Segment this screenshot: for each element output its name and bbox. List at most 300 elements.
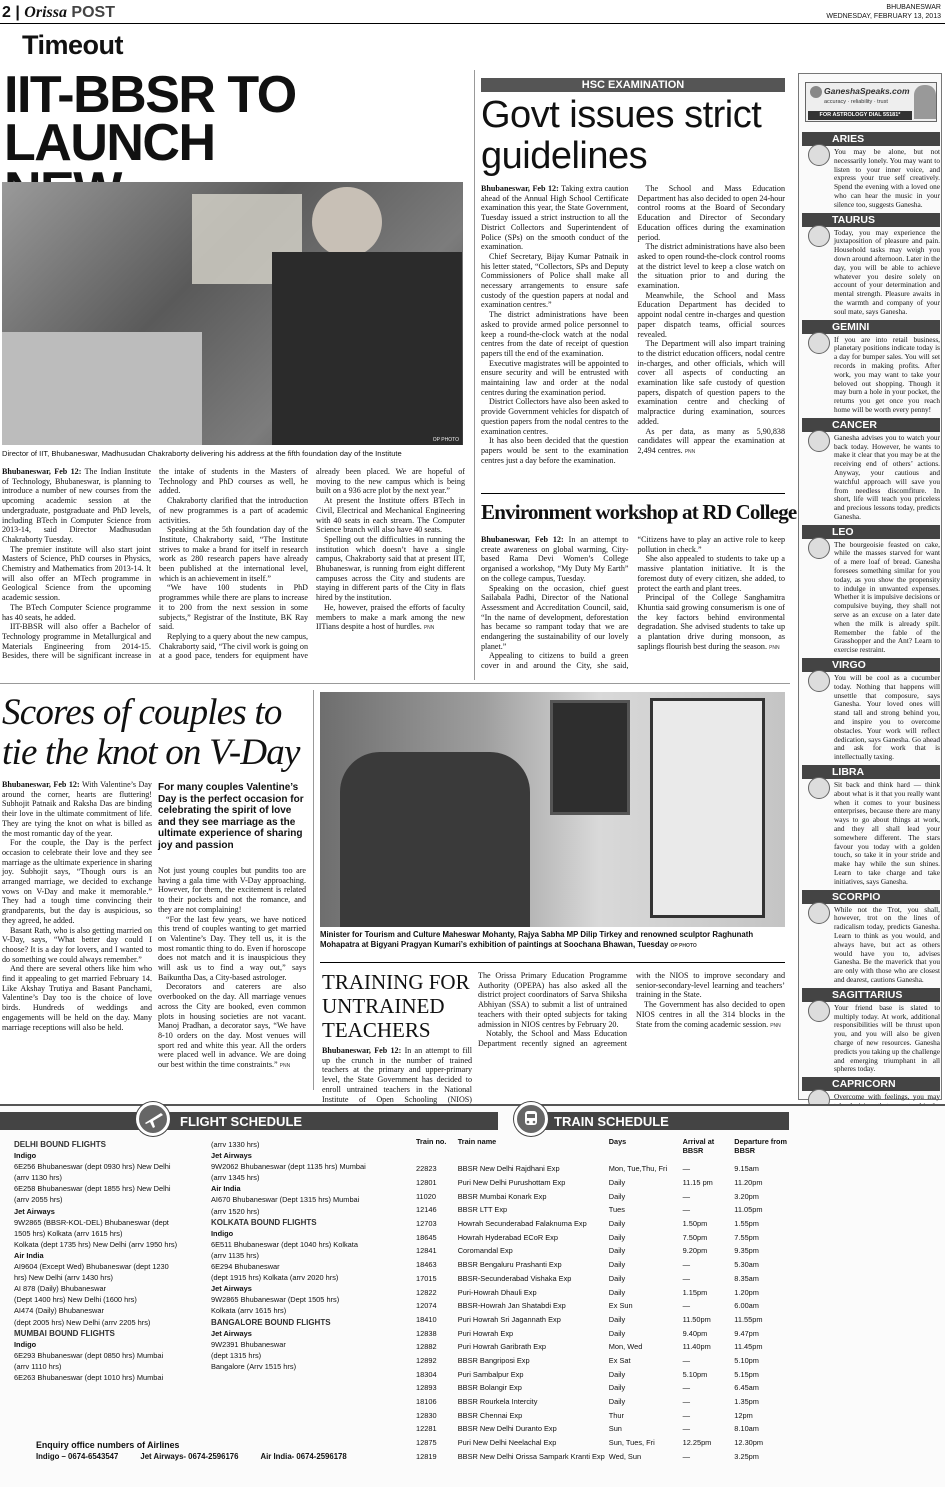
- train-cell: Puri Sambalpur Exp: [457, 1369, 524, 1379]
- train-cell: Daily: [608, 1178, 626, 1188]
- iit-body: [2, 467, 465, 680]
- ganesha-ad: [805, 82, 937, 122]
- flight-col2: [211, 1139, 407, 1372]
- iit-para: The BTech Computer Science programme has 40 seats, he added.: [2, 602, 151, 622]
- train-cell: 18463: [416, 1260, 437, 1270]
- flight-line: (arrv 1330 hrs): [211, 1140, 260, 1149]
- train-cell: BBSR New Delhi Orissa Sampark Kranti Exp: [457, 1451, 605, 1461]
- flight-line: 6E511 Bhubaneswar (dept 1040 hrs) Kolkata: [211, 1239, 358, 1249]
- train-cell: BBSR Rourkela Intercity: [457, 1397, 538, 1407]
- train-row: [414, 1449, 792, 1463]
- airline-name: Air India: [211, 1184, 241, 1194]
- sign-name: GEMINI: [802, 320, 940, 334]
- hsc-dateline: Bhubaneswar, Feb 12:: [481, 184, 559, 193]
- train-cell: Daily: [608, 1191, 626, 1201]
- flight-line: AI474 (Daily) Bhubaneswar: [14, 1306, 104, 1316]
- train-cell: 11.45pm: [734, 1342, 763, 1352]
- train-cell: 6.00am: [734, 1301, 759, 1311]
- train-cell: 17015: [416, 1273, 437, 1283]
- flight-line: (dept 1915 hrs) Kolkata (arrv 2020 hrs): [211, 1273, 339, 1283]
- train-cell: BBSR LTT Exp: [457, 1205, 508, 1215]
- training-body: [478, 971, 785, 1092]
- env-headline: Environment workshop at RD College: [481, 500, 797, 524]
- train-cell: —: [682, 1164, 690, 1174]
- hsc-para: Chief Secretary, Bijay Kumar Patnaik in his letter stated, “Collectors, SPs and Deputy Commissioners of Police shall make all necessary arrangements to ensure safe custody of the question papers at nodal and examination centres.”: [481, 251, 629, 310]
- train-cell: Ex Sat: [608, 1355, 631, 1365]
- flight-line: (arrv 1135 hrs): [211, 1250, 259, 1260]
- train-cell: 11020: [416, 1191, 437, 1201]
- train-cell: —: [682, 1355, 690, 1365]
- airline-name: Indigo: [211, 1228, 234, 1238]
- airline-name: Indigo: [14, 1339, 37, 1349]
- train-row: [414, 1408, 792, 1422]
- painting-shape: [550, 700, 630, 815]
- flight-line: (dept 1315 hrs): [211, 1350, 262, 1360]
- train-cell: —: [682, 1451, 690, 1461]
- iit-para: IIT-BBSR will also offer a Bachelor of Technology programme in Metallurgical and Materials Engineering from 2014-15. Besides, there will be significant increase in the intake of students in the Masters of Technology and PhD courses as well, he added.: [2, 467, 308, 661]
- env-para: Appealing to citizens to build a green cover in and around the City, she said, “Citizens have to play an active role to keep pollution in check.”: [481, 535, 785, 671]
- env-para: Speaking on the occasion, chief guest Sailabala Padhi, Director of the National Assessment and Accreditation Council, said, “In the name of development, deforestation has became so rampant today that we are endangering the sustainability of our lovely planet.”: [481, 583, 629, 651]
- lion-icon: [808, 537, 830, 559]
- train-cell: Ex Sun: [608, 1301, 633, 1311]
- train-row: [414, 1272, 792, 1286]
- flight-line: 6E263 Bhubaneswar (dept 1010 hrs) Mumbai: [14, 1372, 164, 1382]
- train-cell: Puri Howrah Exp: [457, 1328, 514, 1338]
- iit-photo-caption: Director of IIT, Bhubaneswar, Madhusudan Chakraborty delivering his address at the fifth foundation day of the Institute: [2, 449, 402, 458]
- hsc-para: It has also been decided that the question papers would be sent to the examination centres just a day before the examination.: [481, 436, 629, 465]
- train-cell: Mon, Wed: [608, 1342, 643, 1352]
- vday-body-col2: [158, 866, 306, 1092]
- flight-line: 9W2865 Bhubaneswar (Dept 1505 hrs): [211, 1295, 340, 1305]
- iit-para: Replying to a query about the new campus, Chakraborty said, “The civil work is going on at a good pace, tenders for equipment have already been placed. We are hopeful of moving to the new campus which is being built on a 936 acre plot by the next year.”: [159, 467, 465, 661]
- env-dateline: Bhubaneswar, Feb 12:: [481, 535, 564, 544]
- train-column-header: Train name: [457, 1137, 497, 1146]
- train-row: [414, 1313, 792, 1327]
- train-cell: Daily: [608, 1383, 626, 1393]
- train-cell: 12892: [416, 1355, 437, 1365]
- train-cell: Daily: [608, 1246, 626, 1256]
- train-cell: 12819: [416, 1451, 437, 1461]
- train-row: [414, 1436, 792, 1450]
- flight-line: Bangalore (Arrv 1515 hrs): [211, 1361, 297, 1371]
- train-cell: Puri-Howrah Dhauli Exp: [457, 1287, 537, 1297]
- vday-headline-line2: tie the knot on V-Day: [2, 732, 300, 773]
- iit-para: Chakraborty clarified that the introduction of new programmes is a part of academic activities.: [159, 496, 308, 525]
- sign-name: CANCER: [802, 418, 940, 432]
- train-column-header: Departure from BBSR: [734, 1137, 788, 1155]
- flight-line: 6E256 Bhubaneswar (dept 0930 hrs) New Delhi: [14, 1162, 171, 1172]
- twins-icon: [808, 332, 830, 354]
- enquiry-number: Air India- 0674-2596178: [260, 1452, 347, 1461]
- sign-text: If you are into retail business, planetary positions indicate today is a day for bumper sales. You will set records in making profits. After work, you may want to take your beloved out shopping. Though it may burn a hole in your pocket, the returns you get once you reach home will be worth every penny!: [834, 334, 940, 414]
- train-cell: —: [682, 1410, 690, 1420]
- training-para: The Orissa Primary Education Programme Authority (OPEPA) has also asked all the district project coordinators of Sarva Shiksha Abhiyan (SSA) to submit a list of untrained teachers with their opted subjects for taking admission in NIOS centres by February 20.: [478, 971, 627, 1029]
- train-row: [414, 1367, 792, 1381]
- vday-para: “For the last few years, we have noticed this trend of couples wanting to get married on Valentine’s Day. They tell us, it is the most romantic thing to do. Even if horoscope does not match and it is inauspicious they will ask us to find a way out,” says Baikuntha Das, a City-based astrologer.: [158, 914, 306, 982]
- train-cell: BBSR Bengaluru Prashanti Exp: [457, 1260, 562, 1270]
- astrologer-photo: [914, 85, 936, 119]
- flight-line: 9W2865 (BBSR-KOL-DEL) Bhubaneswar (dept: [14, 1217, 169, 1227]
- hsc-kicker: HSC EXAMINATION: [481, 78, 785, 92]
- airline-name: Indigo: [14, 1151, 37, 1161]
- train-row: [414, 1162, 792, 1176]
- sign-text: Ganesha advises you to watch your back today. However, he wants to make it clear that you may be at the receiving end of others’ actions. Anyway, your cautious and watchful approach will save you from needless discomfiture. In short, life will teach you priceless and precious lessons today, predicts Ganesha.: [834, 432, 940, 521]
- train-icon: [514, 1102, 548, 1136]
- train-cell: 18645: [416, 1232, 437, 1242]
- train-cell: BBSR-Howrah Jan Shatabdi Exp: [457, 1301, 566, 1311]
- airline-name: Jet Airways: [14, 1206, 55, 1216]
- iit-headline-line1: IIT-BBSR TO LAUNCH: [4, 66, 296, 172]
- paper-name-2: POST: [71, 4, 115, 21]
- hsc-para: The School and Mass Education Department has also decided to open 24-hour control rooms at the Board of Secondary Education and Director of Secondary Education offices during the examination period.: [637, 184, 785, 242]
- iit-para: At present the Institute offers BTech in Civil, Electrical and Mechanical Engineering with 40 seats in each stream. The Computer Science branch will also have 40 seats.: [316, 496, 465, 535]
- train-cell: 9.15am: [734, 1164, 759, 1174]
- flight-route-heading: KOLKATA BOUND FLIGHTS: [211, 1217, 317, 1227]
- vday-headline: [2, 693, 312, 773]
- train-cell: 9.20pm: [682, 1246, 708, 1256]
- train-cell: 12801: [416, 1178, 437, 1188]
- top-rule: [0, 23, 945, 24]
- flight-line: (arrv 1345 hrs): [211, 1173, 260, 1183]
- enquiry-title: Enquiry office numbers of Airlines: [36, 1440, 180, 1450]
- train-cell: 1.20pm: [734, 1287, 759, 1297]
- training-headline-line2: UNTRAINED: [322, 994, 445, 1018]
- horoscope-sign-libra: [802, 765, 940, 887]
- page-masthead: 2 | Orissa POST: [2, 4, 115, 21]
- train-cell: 5.10pm: [734, 1355, 759, 1365]
- train-cell: Puri Howrah Garibrath Exp: [457, 1342, 547, 1352]
- train-cell: 11.40pm: [682, 1342, 711, 1352]
- training-headline-line3: TEACHERS: [322, 1018, 431, 1042]
- exhibition-caption-text: Minister for Tourism and Culture Maheswar Mohanty, Rajya Sabha MP Dilip Tirkey and renowned sculptor Raghunath Mohapatra at Bigyani Pragyan Kumari’s exhibition of paintings at Soochana Bhawan, Tuesday: [320, 930, 754, 949]
- flight-line: (dept 2005 hrs) New Delhi (arrv 2205 hrs): [14, 1317, 151, 1327]
- training-headline: [322, 970, 472, 1042]
- sign-name: LIBRA: [802, 765, 940, 779]
- env-tag: PNN: [769, 644, 780, 651]
- train-cell: —: [682, 1273, 690, 1283]
- flight-route-heading: MUMBAI BOUND FLIGHTS: [14, 1328, 115, 1338]
- paper-name: Orissa: [24, 4, 67, 21]
- horoscope-sign-virgo: [802, 658, 940, 762]
- enquiry-number: Jet Airways- 0674-2596176: [140, 1452, 239, 1461]
- hsc-headline: Govt issues strict guidelines: [481, 94, 762, 177]
- vday-para: With Valentine’s Day around the corner, hearts are fluttering! Subhojit Patnaik and Raksha Das are binding their love in the ultimate commitment of life. They are tying the knot on what is billed as the most romantic day of the year.: [2, 780, 152, 838]
- hsc-para: District Collectors have also been asked to provide Government vehicles for dispatch of question papers from the nodal centres to the examination centres.: [481, 397, 629, 436]
- train-row: [414, 1230, 792, 1244]
- train-cell: 8.10am: [734, 1424, 759, 1434]
- train-cell: 12.25pm: [682, 1438, 712, 1448]
- train-cell: 12838: [416, 1328, 437, 1338]
- flight-line: (Dept 1400 hrs) New Delhi (1600 hrs): [14, 1295, 137, 1305]
- flight-line: Kolkata (arrv 1615 hrs): [211, 1306, 287, 1316]
- train-cell: 12882: [416, 1342, 437, 1352]
- train-row: [414, 1189, 792, 1203]
- train-row: [414, 1203, 792, 1217]
- horoscope-sign-aries: [802, 132, 940, 210]
- flight-route-heading: DELHI BOUND FLIGHTS: [14, 1140, 106, 1149]
- train-cell: 7.55pm: [734, 1232, 759, 1242]
- flight-line: 9W2062 Bhubaneswar (dept 1135 hrs) Mumbai: [211, 1162, 366, 1172]
- train-cell: Thur: [608, 1410, 624, 1420]
- sign-text: Today, you may experience the juxtaposition of pleasure and pain. Household tasks may weigh you down around afternoon. Later in the day, you will be able to achieve whatever you desire solely on account of your determination and mental strength. Pleasure awaits in the warmth and company of your soul mate, says Ganesha.: [834, 227, 940, 316]
- train-cell: 11.50pm: [682, 1314, 711, 1324]
- flight-line: (arrv 2055 hrs): [14, 1195, 63, 1205]
- iit-dateline: Bhubaneswar, Feb 12:: [2, 467, 82, 476]
- issue-date: WEDNESDAY, FEBRUARY 13, 2013: [826, 13, 941, 20]
- hsc-para: The district administrations have also been asked to open round-the-clock control rooms at the district level to keep a close watch on the situation prior to and during the examination.: [637, 242, 785, 291]
- hsc-para: Taking extra caution ahead of the Annual High School Certificate examination this year, the State Government, Tuesday issued a strict instruction to all the District Collectors and Superintendent of Police (SPs) on the smooth conduct of the examination.: [481, 184, 629, 252]
- train-table: [414, 1138, 792, 1463]
- train-cell: 11.15 pm: [682, 1178, 713, 1188]
- train-cell: 5.30am: [734, 1260, 759, 1270]
- horoscope-sign-scorpio: [802, 890, 940, 985]
- training-rule: [320, 962, 785, 963]
- train-row: [414, 1326, 792, 1340]
- train-cell: 6.45am: [734, 1383, 759, 1393]
- train-cell: 11.05pm: [734, 1205, 763, 1215]
- vday-para: And there are several others like him who find it appealing to get married February 14. Like Akshay Trutiya and Basant Panchami, Valentine’s Day too is the choice of love birds. Hundreds of weddings and engagements will be held on the day. Many marriage receptions will also be held.: [2, 964, 152, 1032]
- env-body: [481, 535, 785, 678]
- hsc-para: As per data, as many as 5,90,838 candidates will appear the examination at 2,494 centres.: [637, 426, 785, 455]
- sign-text: You will be cool as a cucumber today. Nothing that happens will unsettle that composure, says Ganesha. Your loved ones will stand tall and strong behind you, and inspire you to overcome obstacles. Your work will reflect dedication, says Ganesha. Go ahead and ask for work that is intellectually taxing.: [834, 673, 940, 762]
- vday-para: Decorators and caterers are also overbooked on the day. All marriage venues across the City are booked, even common plots in housing societies are not vacant. Manoj Pradhan, a decorator says, “We have 8-10 orders on the day. Most venues will sport red and white this year. All the orders were placed well in advance. We are doing our best within the time constraints.”: [158, 982, 306, 1070]
- train-cell: —: [682, 1191, 690, 1201]
- training-headline-line1: TRAINING FOR: [322, 970, 470, 994]
- airline-name: Jet Airways: [211, 1328, 252, 1338]
- sign-name: TAURUS: [802, 213, 940, 227]
- train-cell: Daily: [608, 1328, 626, 1338]
- train-cell: 18410: [416, 1314, 437, 1324]
- train-cell: Daily: [608, 1369, 626, 1379]
- flight-line: (arrv 1110 hrs): [14, 1361, 62, 1371]
- dateline-block: [826, 3, 941, 21]
- train-row: [414, 1422, 792, 1436]
- sign-text: While not the Trot, you shall, however, trot on the lines of radicalism today, predicts Ganesha. Learn to think as you would, and always have, but act as others would have you to, advises Ganesha. Be the maverick that you are only with those who are closest and dearest, cautions Ganesha.: [834, 904, 940, 984]
- iit-para: Spelling out the difficulties in running the institution which doesn’t have a single campus, Chakraborty said that at present IIT, Bhubaneswar, is running from eight different campuses across the City and students are staying in different parts of the City in flats hired by the institution.: [316, 534, 465, 603]
- crab-icon: [808, 430, 830, 452]
- train-cell: Daily: [608, 1260, 626, 1270]
- training-tag: PNN: [770, 1022, 781, 1029]
- train-cell: 12703: [416, 1219, 437, 1229]
- column-rule-2: [313, 690, 314, 1090]
- iit-para: “We have 100 students in PhD programmes while there are plans to increase it to 200 from the next session in some subjects,” Registrar of the Institute, BK Ray said.: [159, 583, 308, 632]
- train-cell: BBSR New Delhi Rajdhani Exp: [457, 1164, 560, 1174]
- train-cell: 1.15pm: [682, 1287, 708, 1297]
- train-cell: Daily: [608, 1273, 626, 1283]
- train-cell: Daily: [608, 1219, 626, 1229]
- train-cell: Tues: [608, 1205, 625, 1215]
- train-row: [414, 1299, 792, 1313]
- flight-line: 6E294 Bhubaneswar: [211, 1262, 280, 1272]
- exhibition-photo: [320, 692, 785, 927]
- train-cell: 5.10pm: [682, 1369, 708, 1379]
- ad-dial: FOR ASTROLOGY DIAL 55181*: [808, 111, 912, 120]
- train-cell: 9.35pm: [734, 1246, 759, 1256]
- flight-line: (arrv 1520 hrs): [211, 1206, 260, 1216]
- ad-brand: GaneshaSpeaks.com: [824, 86, 910, 96]
- train-row: [414, 1217, 792, 1231]
- train-row: [414, 1354, 792, 1368]
- training-para: Notably, the School and Mass Education Department recently signed an agreement with the NIOS to improve secondary and senior-secondary-level learning and teachers’ training in the State.: [478, 971, 785, 1048]
- archer-icon: [808, 1000, 830, 1022]
- sign-text: Sit back and think hard — think about what is it that you really want when it comes to your business enterprises, because there are many ways to go about things at work, and they all shall lead your somewhere different. The stars favour you today with a golden touch, so take it in your stride and make hay while the sun shines. Learn to take charge and take initiatives, says Ganesha.: [834, 780, 940, 886]
- train-cell: —: [682, 1383, 690, 1393]
- schedule-area: [0, 1104, 945, 1487]
- hsc-para: Executive magistrates will be appointed to ensure security and will be entrusted with maintaining law and order at the nodal centres during the examination period.: [481, 358, 629, 397]
- train-row: [414, 1258, 792, 1272]
- virgin-icon: [808, 670, 830, 692]
- train-cell: 11.55pm: [734, 1314, 763, 1324]
- vday-headline-line1: Scores of couples to: [2, 692, 282, 733]
- train-cell: 8.35am: [734, 1273, 759, 1283]
- train-cell: Puri Howrah Sri Jagannath Exp: [457, 1314, 561, 1324]
- enquiry-numbers: [36, 1452, 416, 1461]
- horoscope-sign-taurus: [802, 213, 940, 317]
- vday-para: Not just young couples but pundits too are having a gala time with V-Day approaching. However, for them, the excitement is related to their pockets and not the romance, and they are not complaining!: [158, 866, 306, 914]
- ganesha-logo-icon: [810, 86, 822, 98]
- train-cell: 12875: [416, 1438, 437, 1448]
- speaker-head-shape: [312, 187, 382, 257]
- painting-shape: [650, 698, 765, 918]
- iit-tag: PNN: [423, 625, 435, 632]
- iit-photo: [2, 182, 463, 445]
- train-cell: BBSR New Delhi Duranto Exp: [457, 1424, 557, 1434]
- train-cell: Puri New Delhi Purushottam Exp: [457, 1178, 566, 1188]
- sign-text: Your friend base is slated to multiply today. At work, additional responsibilities will be thrust upon you, and you will also be given charge of new resources. Ganesha predicts you taking up the challenge and emerging triumphant in all spheres today.: [834, 1002, 940, 1074]
- airline-name: Jet Airways: [211, 1284, 252, 1294]
- horoscope-sign-sagittarius: [802, 988, 940, 1074]
- table-shape: [2, 332, 202, 445]
- train-cell: Sun, Tues, Fri: [608, 1438, 655, 1448]
- city: BHUBANESWAR: [886, 4, 941, 11]
- train-cell: 18304: [416, 1369, 437, 1379]
- hsc-body: [481, 184, 785, 482]
- flight-line: Kolkata (dept 1735 hrs) New Delhi (arrv 1950 hrs): [14, 1239, 178, 1249]
- iit-photo-credit: OP PHOTO: [432, 437, 459, 443]
- page-number: 2: [2, 4, 11, 21]
- train-cell: 12841: [416, 1246, 437, 1256]
- train-cell: 12893: [416, 1383, 437, 1393]
- hsc-para: The district administrations have been asked to provide armed police personnel to keep a round-the-clock watch at the nodal centres from the date of receipt of question papers till the end of the examination.: [481, 310, 629, 358]
- sign-name: ARIES: [802, 132, 940, 146]
- train-cell: 12.30pm: [734, 1438, 764, 1448]
- vday-para: For the couple, the Day is the perfect occasion to celebrate their love and they see marriage as the ultimate experience in sharing joy. Subhojit says, “Though ours is an arranged marriage, we decided to exchange vows on V-Day and make it memorable.” They had a tough time convincing their grandparents, but the day is auspicious, so they agreed, he added.: [2, 838, 152, 925]
- flight-line: 6E258 Bhubaneswar (dept 1855 hrs) New Delhi: [14, 1184, 171, 1194]
- airplane-icon: [136, 1102, 170, 1136]
- ad-tagline: accuracy · reliability · trust: [824, 99, 888, 105]
- train-cell: 22823: [416, 1164, 437, 1174]
- scales-icon: [808, 777, 830, 799]
- vday-dateline: Bhubaneswar, Feb 12:: [2, 780, 80, 789]
- train-cell: 9.47pm: [734, 1328, 759, 1338]
- train-cell: 12146: [416, 1205, 437, 1215]
- iit-para: He, however, praised the efforts of faculty members to make a mark among the new IITians despite a host of hurdles.: [316, 602, 465, 632]
- train-cell: 12830: [416, 1410, 437, 1420]
- ram-icon: [808, 144, 830, 166]
- train-cell: 7.50pm: [682, 1232, 708, 1242]
- sign-text: The bourgeoisie feasted on cake, while the masses starved for want of a mere loaf of bread. Ganesha foresees something similar for you today, as you show the propensity to indulge in unwanted expenses. Whether it is impulsive decisions or compulsive buying, they shall not serve as an excuse on a later date when the milk is already spilt. Remember the fable of the Grasshopper and the Ant? Learn to exercise restraint.: [834, 539, 940, 655]
- env-para: Principal of the College Sanghamitra Khuntia said growing consumerism is one of the key factors behind environmental degradation. She advised students to take up a plantation drive during monsoon, as saplings flourish best during the season.: [637, 593, 785, 651]
- train-cell: 12074: [416, 1301, 437, 1311]
- flight-line: 1505 hrs) Kolkata (arrv 1615 hrs): [14, 1228, 123, 1238]
- hsc-tag: PNN: [684, 448, 696, 455]
- train-cell: BBSR Chennai Exp: [457, 1410, 523, 1420]
- train-row: [414, 1395, 792, 1409]
- people-shape: [340, 752, 530, 927]
- train-cell: Daily: [608, 1314, 626, 1324]
- train-cell: 12pm: [734, 1410, 753, 1420]
- sign-name: SAGITTARIUS: [802, 988, 940, 1002]
- horoscope-sign-leo: [802, 525, 940, 655]
- airline-name: Air India: [14, 1250, 44, 1260]
- train-cell: 3.20pm: [734, 1191, 759, 1201]
- flight-line: hrs) New Delhi (arrv 1430 hrs): [14, 1273, 113, 1283]
- train-cell: 1.35pm: [734, 1397, 759, 1407]
- enquiry-number: Indigo – 0674-6543547: [36, 1452, 119, 1461]
- mid-rule: [0, 683, 790, 684]
- train-cell: Howrah Hyderabad ECoR Exp: [457, 1232, 558, 1242]
- train-cell: 1.50pm: [682, 1219, 708, 1229]
- train-cell: Daily: [608, 1397, 626, 1407]
- train-cell: Coromandal Exp: [457, 1246, 513, 1256]
- iit-para: The premier institute will also start joint Masters of Science, PhD courses in Physics, Chemistry and Mathematics from 2013-14. It will also offer an MTech programme in Geological Science from the upcoming academic session.: [2, 544, 151, 603]
- train-row: [414, 1381, 792, 1395]
- airline-name: Jet Airways: [211, 1151, 252, 1161]
- train-cell: 3.25pm: [734, 1451, 759, 1461]
- sign-text: You may be alone, but not necessarily lonely. You may want to listen to your inner voice, and express your true self creatively. Spend the evening with a loved one who can hear the music in your silence too, suggests Ganesha.: [834, 147, 940, 209]
- vday-body-col1: [2, 780, 152, 1092]
- train-cell: 12822: [416, 1287, 437, 1297]
- training-dateline: Bhubaneswar, Feb 12:: [322, 1046, 402, 1055]
- exhibition-credit: OP PHOTO: [670, 942, 697, 949]
- train-column-header: Train no.: [416, 1137, 447, 1146]
- flight-line: (arrv 1130 hrs): [14, 1173, 62, 1183]
- train-cell: —: [682, 1301, 690, 1311]
- horoscope-sign-cancer: [802, 418, 940, 522]
- train-cell: Howrah Secunderabad Falaknuma Exp: [457, 1219, 587, 1229]
- train-cell: Mon, Tue,Thu, Fri: [608, 1164, 668, 1174]
- vday-pullquote: For many couples Valentine’s Day is the perfect occasion for celebrating the spirit of love and they see marriage as the ultimate experience of sharing joy and passion: [158, 782, 304, 851]
- train-cell: Daily: [608, 1232, 626, 1242]
- train-row: [414, 1176, 792, 1190]
- train-column-header: Arrival at BBSR: [682, 1137, 715, 1155]
- column-rule: [474, 70, 475, 680]
- iit-para: Speaking at the 5th foundation day of the Institute, Chakraborty said, “The Institute strives to make a brand for itself in research work as 280 research papers have already been published at the international level, which is an achievement in itself.”: [159, 525, 308, 583]
- train-cell: 18106: [416, 1397, 437, 1407]
- train-cell: 5.15pm: [734, 1369, 759, 1379]
- train-cell: Sun: [608, 1424, 622, 1434]
- hsc-para: The Department will also impart training to the district education officers, nodal centre in-charges, and other officials, which will cover all aspects of conducting an examination like safe custody of question papers, dispatch of question papers to the examination centre and checking of malpractice during examination, sources added.: [637, 339, 785, 426]
- sign-name: CAPRICORN: [802, 1077, 940, 1091]
- env-para: She also appealed to students to take up a massive plantation initiative. It is the foremost duty of every citizen, she added, to protect the earth and plant trees.: [637, 554, 785, 593]
- section-title: Timeout: [22, 30, 124, 60]
- train-column-header: Days: [608, 1137, 627, 1146]
- train-row: [414, 1340, 792, 1354]
- training-body-col1: [322, 1046, 472, 1104]
- vday-tag: PNN: [279, 1063, 291, 1070]
- flight-route-heading: BANGALORE BOUND FLIGHTS: [211, 1317, 331, 1327]
- flight-line: AI9604 (Except Wed) Bhubaneswar (dept 1230: [14, 1262, 169, 1272]
- train-cell: 1.55pm: [734, 1219, 759, 1229]
- sign-name: SCORPIO: [802, 890, 940, 904]
- train-cell: 11.20pm: [734, 1178, 763, 1188]
- train-row: [414, 1244, 792, 1258]
- vday-para: Basant Rath, who is also getting married on V-Day, says, “What better day could I choose? It is a day for lovers, and I wanted to do something we could always remember.”: [2, 925, 152, 964]
- train-cell: 12281: [416, 1424, 437, 1434]
- train-cell: BBSR Mumbai Konark Exp: [457, 1191, 547, 1201]
- train-cell: BBSR Bolangir Exp: [457, 1383, 522, 1393]
- flight-col1: [14, 1139, 210, 1383]
